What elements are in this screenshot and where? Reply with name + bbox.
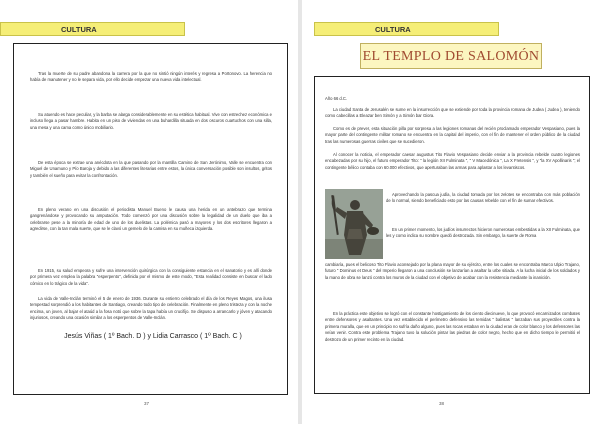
left-page	[0, 0, 298, 424]
right-page	[302, 0, 600, 424]
section-tab: CULTURA	[0, 22, 185, 36]
page-number: 37	[144, 401, 150, 406]
warrior-statue-icon	[325, 189, 383, 259]
section-tab: CULTURA	[314, 22, 499, 36]
paragraph: De esta época se extrae una anécdota en la que pasando por la mantilla Camino de San Jerónimo, Valle se encuentra con Miguel de Unamuno y Pío Baroja y debido a las diferentes literarias entre estos, la única conversación posible son insultos, gritos y también el sueño para evitar la confrontación.	[30, 160, 272, 178]
author-signature: Jesús Viñas ( 1º Bach. D ) y Lidia Carrasco ( 1º Bach. C )	[64, 333, 242, 340]
paragraph: La ciudad Santa de Jerusalén se sume en la insurrección que se extiende por toda la provincia romana de Judea ( Judea ), teniendo como cabecillas a Eleazar ben Simón y a Simón bar Giora.	[325, 107, 580, 119]
paragraph: La vida de Valle-Inclán terminó el 5 de enero de 1936. Durante su entierro celebrado el día de los Reyes Magos, una ilusa tempestad sorprendió a los habitantes de Santiago, creando todo tipo de celebración. Finalmente en pleno tristeza y con la noche encima, un joven, al bajar el ataúd a la fosa notó que sobre la tapa había un crucifijo. Se dispuso a arrancarlo y jóven y atacando injuriosos, creando una ocasión similar a los esperpentos de Valle-Inclán.	[30, 296, 272, 321]
article-title: EL TEMPLO DE SALOMÓN	[360, 43, 542, 69]
date-line: Año 66 d.C.	[325, 96, 348, 101]
paragraph: En la práctica este objetivo se logró con el constante hostigamiento de los ciento diecinueve, lo que provocó encarnizados combates entre defensores y asaltantes. Una vez establecido el perímetro defensivo las temidas " balistas " lanzaban sus proyectiles contra la primera muralla, que en un principio no sufría daño alguno, pues las rocas estaban en la ciudad eran de color blanco y los defensores las veían venir. Contra este problema Trajano tuvo la solución pintar las piedras de color negro, hecho que en dicho tiempo le permitió el destrozo de un primer recinto en la ciudad.	[325, 311, 580, 342]
paragraph: En 1915, su salud empeora y sufre una intervención quirúrgica con la consiguiente estancia en el sanatorio y es allí donde por primera vez emplea la palabra "esperpento", definida por el mismo de este modo, "Esta realidad consiste en buscar el lado cómico en lo trágico de la vida".	[30, 268, 272, 286]
paragraph: En pleno verano en una discusión el periodista Manuel Bueno le causa una herida en un antebrazo que termina gangrenándose y provocando su amputación. Todo comenzó por una discusión sobre la legalidad de un duelo que iba a celebrarse pese a la minoría de edad de uno de los duelistas. La polémica pasó a mayores y los dos escritores llegaron a agredirse, con la tan mala suerte, que se le clavó un gemelo de la camisa en su muñeca izquierda.	[30, 207, 272, 232]
paragraph: En un primer momento, los judíos insurrectos hicieron numerosas embestidas a la XII Fulminata, que les y como indica su nombre quedó destrozada. Sin embargo, la suerte de Roma	[386, 227, 580, 239]
statue-photo	[325, 189, 383, 259]
paragraph: Al conocer la noticia, el emperador caesar augustus Tito Flavio Vespasiano decide enviar a la provincia rebelde cuatro legiones encabezadas por su hijo, el futuro emperador Tito: " la legión XII Fulminata ", " V Macedónica ", La X Fretensis ", y "la XV Apollinaris "; el contingente bélico contaba con 60.000 efectivos, que aperturaban las armas para aplastar a los levantiscos.	[325, 152, 580, 170]
paragraph: Su atuendo es hace peculiar, y la barba se alarga considerablemente en su estética habitual. Vive con estrechez económica e incluso llega a pasar hambre. Habita en un piso de viviendas en una buhardilla situada en dos oscuros cuartuchos con una silla, una mesa y una cama como único mobiliario.	[30, 112, 272, 130]
paragraph: Tras la muerte de su padre abandona la carrera por la que no sintió ningún interés y regresa a Portonovo. La herencia no había de manutener y no le separa vida, por ello decide empezar una nueva vida intelectual.	[30, 71, 272, 83]
paragraph: Aprovechando la pascua judía, la ciudad tomada por los zelotes se encontraba con más población de lo normal, siendo beneficiado esto por las causas rebelde con el fin de sumar efectivos.	[386, 192, 580, 204]
paragraph: Como es de prever, esta situación pilla por sorpresa a las legiones romanas del recién proclamado emperador Vespasiano, pues la mayor parte del contingente militar romano se encuentra en la capital del imperio, con el fin de mantener el orden público de la ciudad tras las numerosas guerras civiles que se sucedieron.	[325, 126, 580, 144]
paragraph: cambiaría, pues el belicoso Tito Flavio aconsejado por la plana mayor de su ejército, entre los cuales se encontraba Marco Ulpio Trajano, futuro " Dominus et Deus " del Imperio llegaron a una conclusión se lanzarían a asaltar la urbe sitiada. A la lucha inicial de los soldados y la mano de obra se lanzó contra los muros de la ciudad con el objetivo de acabar con la resistencia mediante la inanición.	[325, 262, 580, 280]
page-number: 38	[439, 401, 445, 406]
